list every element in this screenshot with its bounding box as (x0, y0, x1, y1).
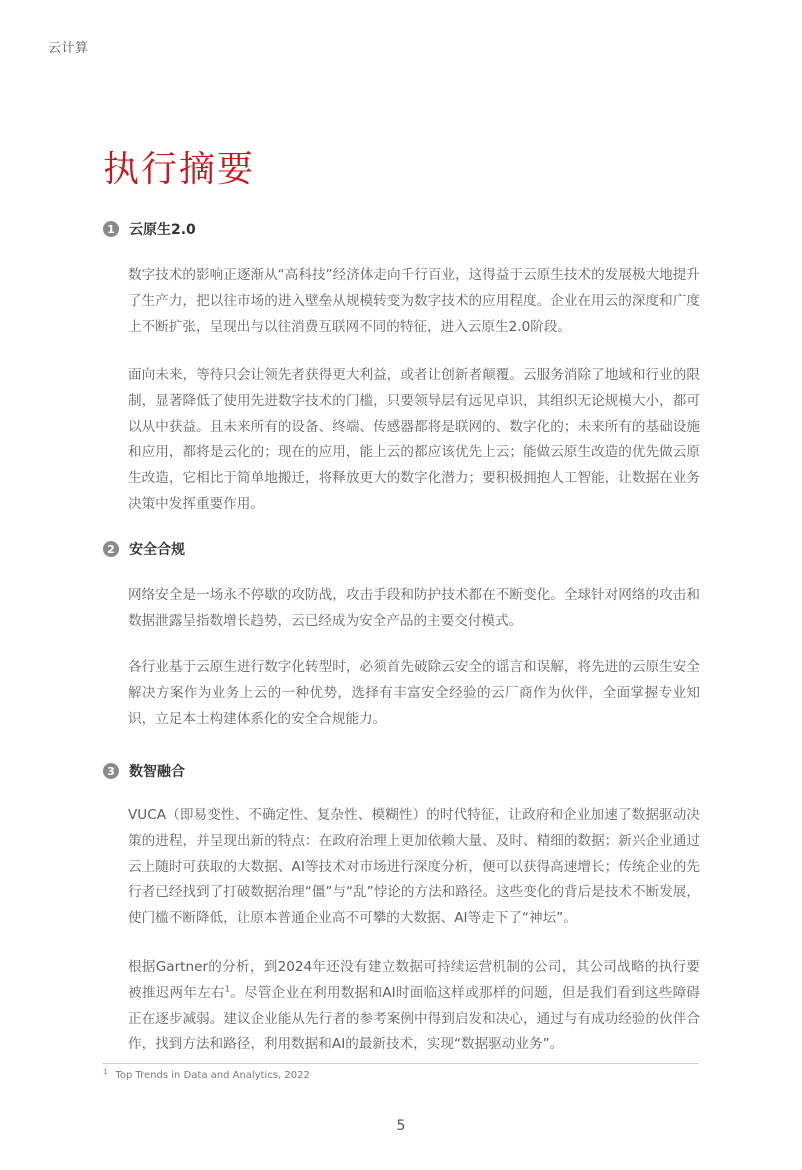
footnote (103, 1070, 310, 1081)
paragraph: 数字技术的影响正逐渐从“高科技”经济体走向千行百业，这得益于云原生技术的发展极大地提升了生产力，把以往市场的进入壁垒从规模转变为数字技术的应用程度。企业在用云的深度和广度上不断扩张，呈现出与以往消费互联网不同的特征，进入云原生2.0阶段。 (128, 267, 700, 335)
section-heading-3 (103, 761, 185, 781)
section-heading-2 (103, 539, 185, 559)
section-title: 安全合规 (129, 542, 185, 558)
section-title: 数智融合 (129, 764, 185, 780)
paragraph: 面向未来，等待只会让领先者获得更大利益，或者让创新者颠覆。云服务消除了地域和行业的限制，显著降低了使用先进数字技术的门槛，只要领导层有远见卓识，其组织无论规模大小，都可以从中获益。且未来所有的设备、终端、传感器都将是联网的、数字化的；未来所有的基础设施和应用，都将是云化的；现在的应用，能上云的都应该优先上云；能做云原生改造的优先做云原生改造，它相比于简单地搬迁，将释放更大的数字化潜力；要积极拥抱人工智能，让数据在业务决策中发挥重要作用。 (128, 367, 700, 512)
running-header: 云计算 (48, 41, 89, 56)
page-number: 5 (396, 1118, 406, 1134)
section-number-badge: 2 (103, 541, 119, 557)
section-number-badge: 1 (103, 221, 119, 237)
paragraph: VUCA（即易变性、不确定性、复杂性、模糊性）的时代特征，让政府和企业加速了数据驱动决策的进程，并呈现出新的特点：在政府治理上更加依赖大量、及时、精细的数据；新兴企业通过云上随时可获取的大数据、AI等技术对市场进行深度分析，便可以获得高速增长；传统企业的先行者已经找到了打破数据治理“僵”与“乱”悖论的方法和路径。这些变化的背后是技术不断发展，使门槛不断降低，让原本普通企业高不可攀的大数据、AI等走下了“神坛”。 (128, 807, 700, 927)
section-heading-1 (103, 219, 196, 239)
footnote-divider (103, 1063, 699, 1064)
paragraph-text: 根据Gartner的分析，到2024年还没有建立数据可持续运营机制的公司，其公司战略的执行要被推迟两年左右 (128, 959, 700, 1001)
footnote-text: Top Trends in Data and Analytics, 2022 (115, 1070, 310, 1081)
paragraph (128, 955, 700, 1058)
section-title: 云原生2.0 (129, 222, 196, 238)
page-title: 执行摘要 (103, 149, 256, 191)
footnote-reference[interactable]: 1 (224, 984, 230, 994)
paragraph: 网络安全是一场永不停歇的攻防战，攻击手段和防护技术都在不断变化。全球针对网络的攻击和数据泄露呈指数增长趋势，云已经成为安全产品的主要交付模式。 (128, 587, 700, 629)
paragraph-text: 。尽管企业在利用数据和AI时面临这样或那样的问题，但是我们看到这些障碍正在逐步减弱。建议企业能从先行者的参考案例中得到启发和决心，通过与有成功经验的伙伴合作，找到方法和路径，利用数据和AI的最新技术，实现“数据驱动业务”。 (128, 984, 701, 1053)
footnote-mark: 1 (103, 1068, 108, 1076)
paragraph: 各行业基于云原生进行数字化转型时，必须首先破除云安全的谣言和误解，将先进的云原生安全解决方案作为业务上云的一种优势，选择有丰富安全经验的云厂商作为伙伴，全面掌握专业知识，立足本土构建体系化的安全合规能力。 (128, 659, 700, 727)
section-number-badge: 3 (103, 763, 119, 779)
